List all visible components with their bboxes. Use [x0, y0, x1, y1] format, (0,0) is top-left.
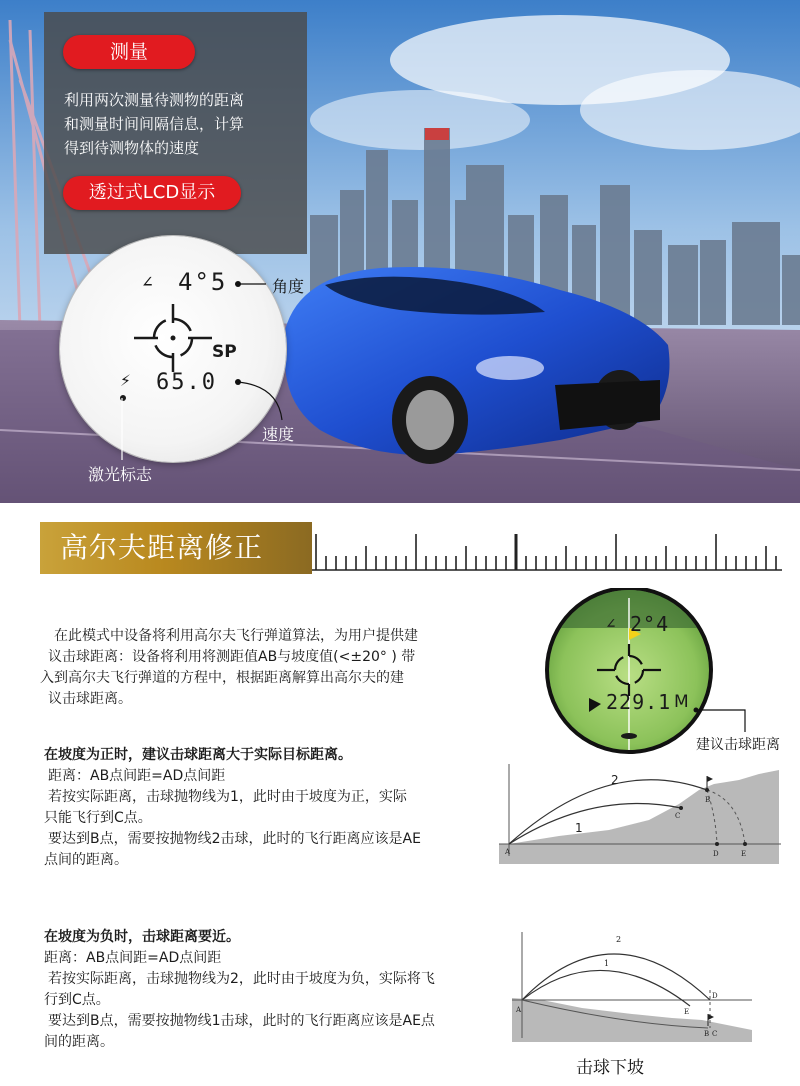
- downhill-paragraph: [44, 927, 484, 1053]
- point-label-e: E: [684, 1008, 690, 1016]
- intro-line: 议击球距离。: [48, 691, 132, 707]
- uphill-line: 若按实际距离，击球抛物线为1，此时由于坡度为正，实际: [48, 789, 407, 805]
- point-label-c: C: [712, 1030, 718, 1038]
- point-label-c: C: [675, 812, 681, 820]
- point-label-b: B: [704, 1030, 710, 1038]
- uphill-line: 要达到B点，需要按抛物线2击球，此时的飞行距离应该是AE: [48, 831, 421, 847]
- speed-mode-indicator: SP: [212, 342, 237, 362]
- crosshair-icon: [60, 236, 286, 462]
- curve-label-1: 1: [604, 959, 610, 968]
- downhill-line: 行到C点。: [44, 992, 110, 1008]
- golf-unit: M: [674, 692, 689, 712]
- curve-label-1: 1: [575, 821, 583, 835]
- laser-callout: 激光标志: [88, 465, 153, 484]
- golf-angle-icon: ∠: [606, 614, 616, 633]
- lcd-display-badge: 透过式LCD显示: [63, 176, 241, 210]
- suggested-distance-callout: 建议击球距离: [696, 737, 780, 753]
- downhill-heading: 在坡度为负时，击球距离要近。: [44, 929, 240, 945]
- angle-icon: ∠: [142, 272, 153, 293]
- golf-angle-readout: 2°4: [630, 612, 670, 636]
- downhill-diagram: [512, 928, 752, 1042]
- golf-distance-readout: 229.1: [606, 690, 672, 714]
- point-label-b: B: [705, 796, 711, 804]
- uphill-line: 距离：AB点间距=AD点间距: [48, 768, 226, 784]
- angle-callout: 角度: [272, 277, 305, 296]
- intro-line: 议击球距离：设备将利用将测距值AB与坡度值(<±20° ) 带: [48, 649, 416, 665]
- hero-banner: [0, 0, 800, 503]
- desc-line: 得到待测物体的速度: [64, 139, 200, 157]
- section-title: 高尔夫距离修正: [40, 522, 312, 574]
- ruler-graphic: [312, 528, 782, 576]
- speed-callout: 速度: [262, 425, 295, 444]
- curve-label-2: 2: [616, 935, 622, 944]
- point-label-a: A: [516, 1006, 522, 1014]
- downhill-caption: 击球下坡: [576, 1058, 644, 1078]
- uphill-paragraph: [44, 745, 484, 871]
- desc-line: 和测量时间间隔信息，计算: [64, 115, 245, 133]
- lcd-viewfinder: [60, 236, 286, 462]
- intro-line: 入到高尔夫飞行弹道的方程中，根据距离解算出高尔夫的建: [40, 670, 404, 686]
- golf-viewfinder: [541, 588, 800, 758]
- angle-readout: 4°5: [178, 268, 228, 296]
- uphill-diagram: [499, 760, 781, 864]
- point-label-e: E: [741, 850, 747, 858]
- downhill-line: 距离：AB点间距=AD点间距: [44, 950, 222, 966]
- downhill-line: 要达到B点，需要按抛物线1击球，此时的飞行距离应该是AE点: [48, 1013, 435, 1029]
- point-label-d: D: [712, 992, 718, 1000]
- curve-label-2: 2: [611, 773, 619, 787]
- intro-paragraph: [40, 626, 480, 710]
- point-label-a: A: [505, 848, 511, 856]
- downhill-line: 若按实际距离，击球抛物线为2，此时由于坡度为负，实际将飞: [48, 971, 435, 987]
- uphill-line: 只能飞行到C点。: [44, 810, 152, 826]
- speed-readout: 65.0: [156, 370, 217, 395]
- downhill-line: 间的距离。: [44, 1034, 114, 1050]
- laser-icon: ⚡: [120, 370, 131, 391]
- measure-badge: 测量: [63, 35, 195, 69]
- point-label-d: D: [713, 850, 719, 858]
- desc-line: 利用两次测量待测物的距离: [64, 91, 245, 109]
- uphill-line: 点间的距离。: [44, 852, 128, 868]
- measure-description: [64, 88, 300, 160]
- intro-line: 在此模式中设备将利用高尔夫飞行弹道算法，为用户提供建: [54, 628, 418, 644]
- uphill-heading: 在坡度为正时，建议击球距离大于实际目标距离。: [44, 747, 352, 763]
